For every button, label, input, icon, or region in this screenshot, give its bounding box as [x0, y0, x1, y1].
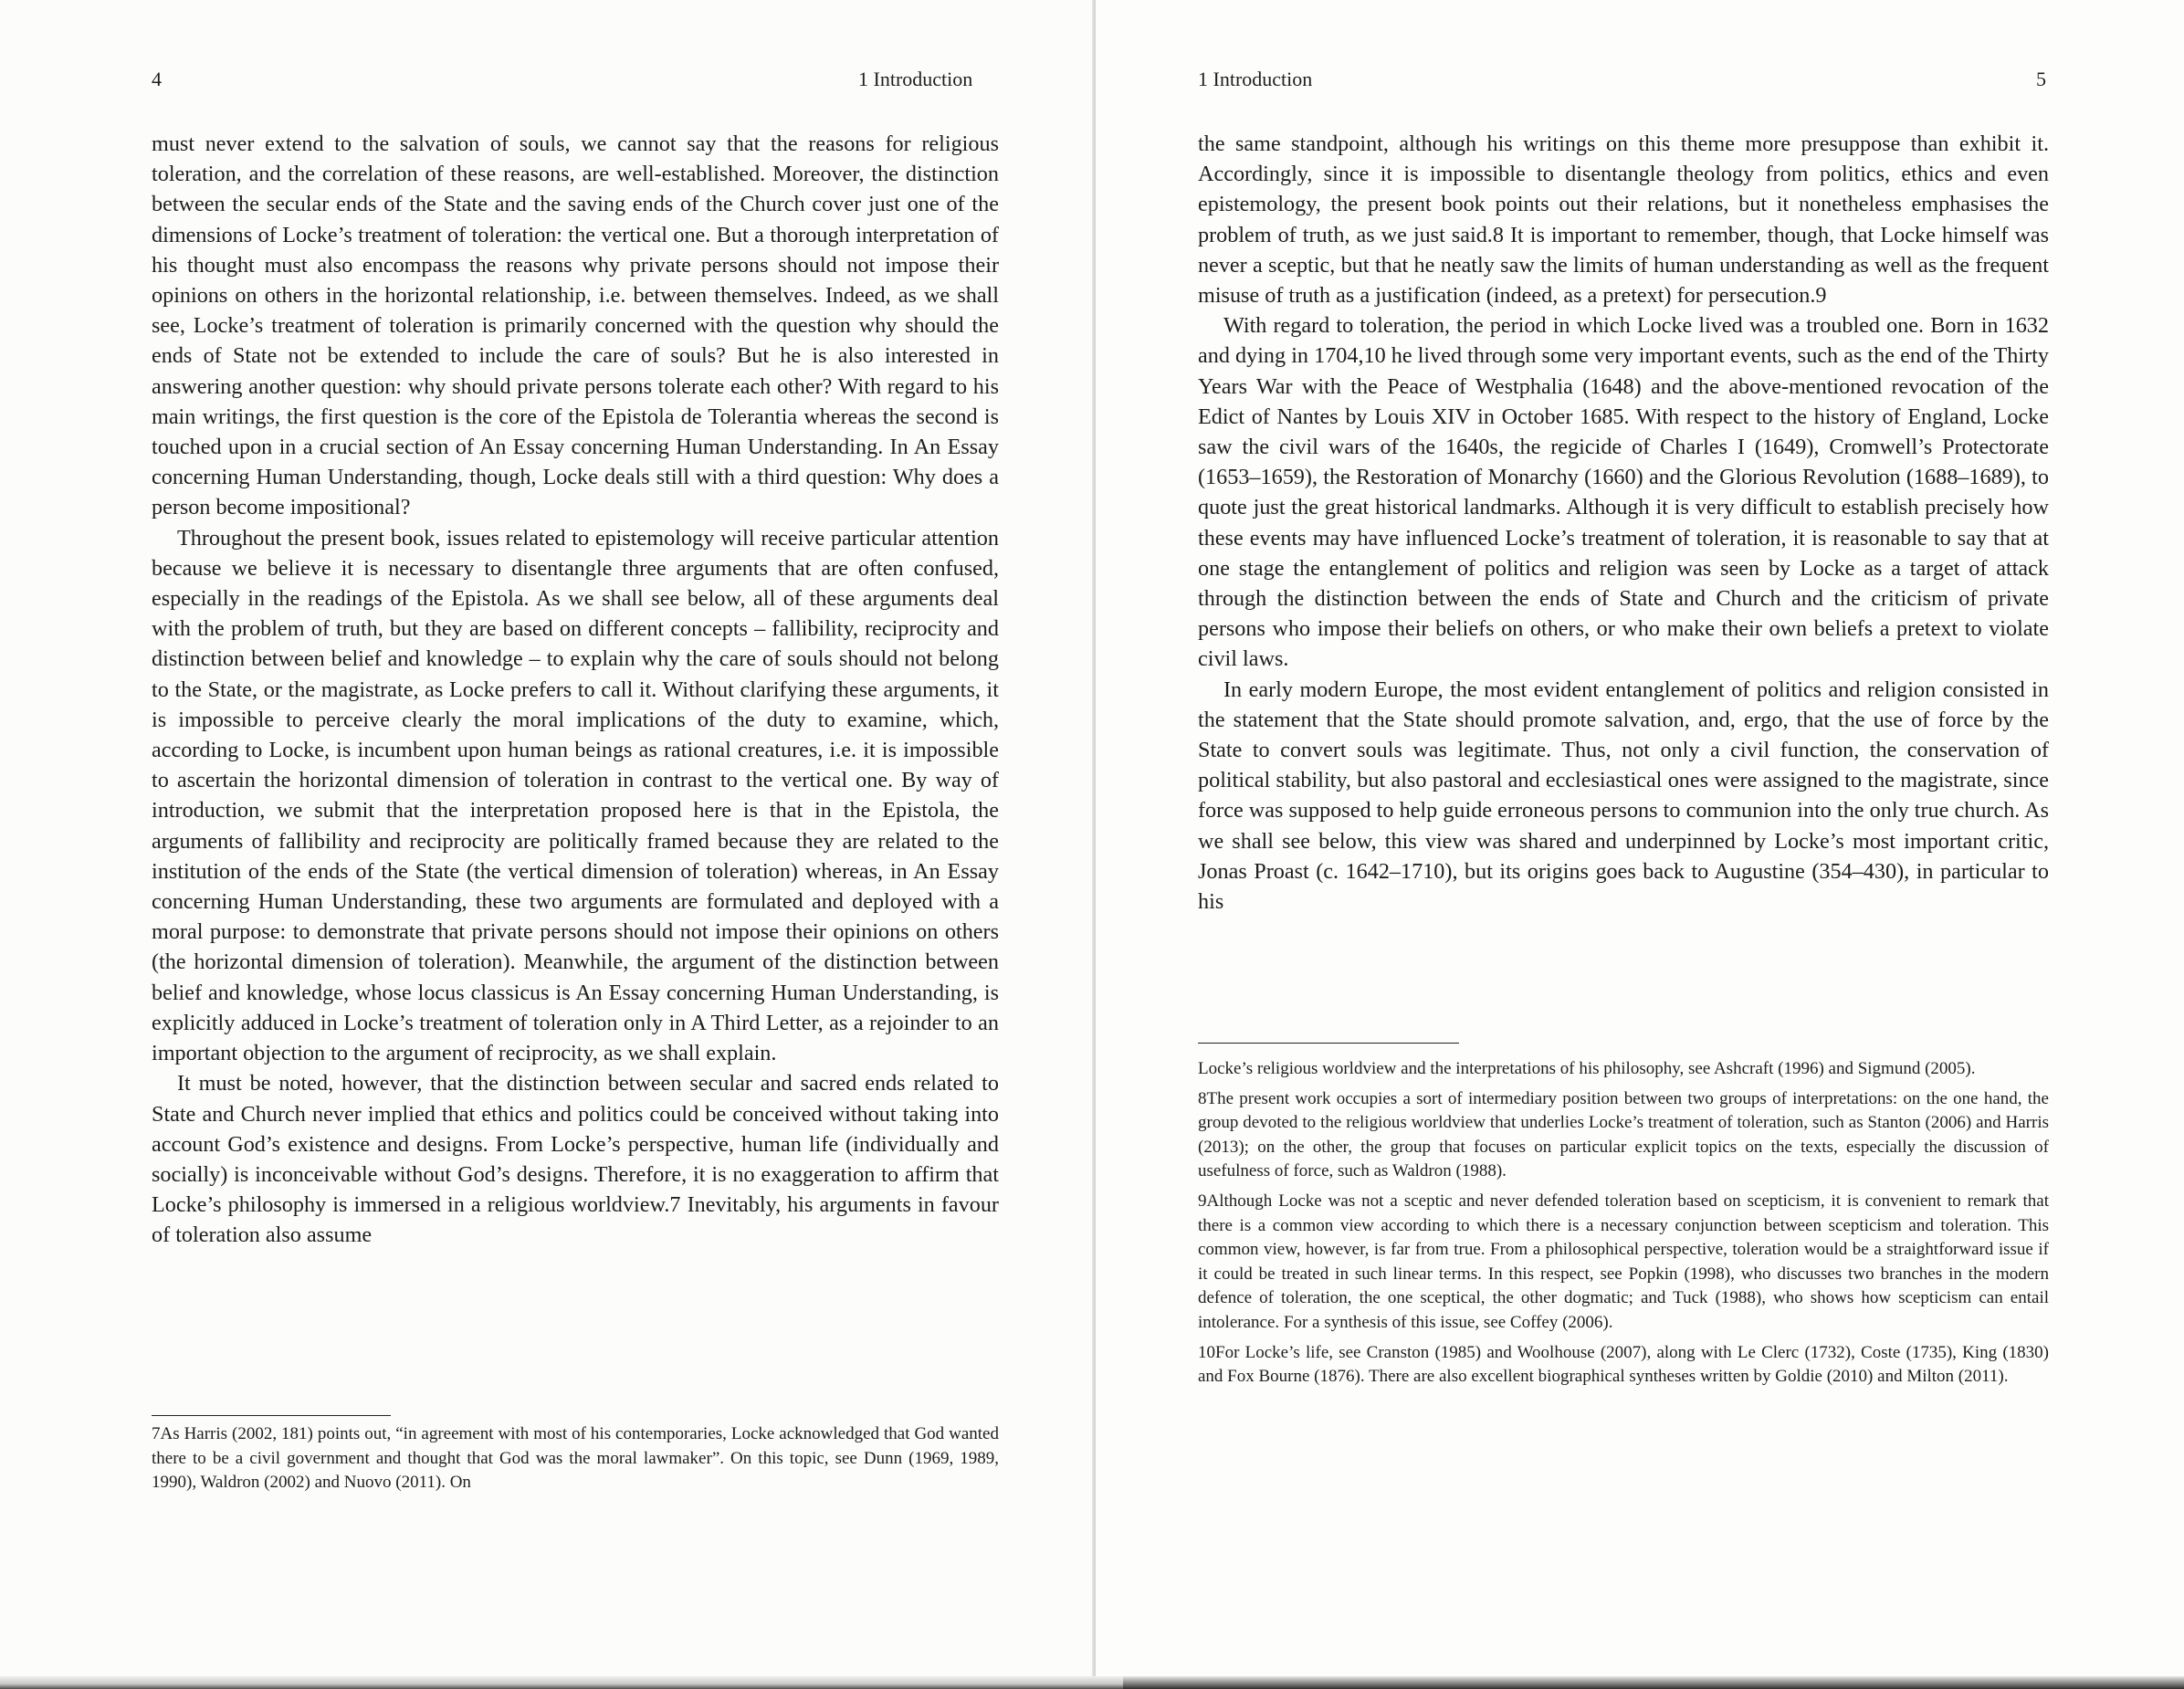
page-number-left: 4: [152, 68, 162, 90]
footnote-8: 8The present work occupies a sort of intermediary position between two groups of interpretations: on the one hand, the group devoted to the religious worldview that underlies Locke’s treatment of toleration, such as Stanton (2006) and Harris (2013); on the other, the group that focuses on particular explicit topics on the texts, especially the discussion of usefulness of force, such as Waldron (1988).: [1198, 1088, 2049, 1181]
left-footnotes: [152, 1422, 999, 1495]
footnote-7: 7As Harris (2002, 181) points out, “in agreement with most of his contemporaries, Locke acknowledged that God wanted there to be a civil government and thought that God was the moral lawmaker”. On this topic, see Dunn (1969, 1989, 1990), Waldron (2002) and Nuovo (2011). On: [152, 1424, 999, 1493]
paragraph: must never extend to the salvation of souls, we cannot say that the reasons for religious toleration, and the correlation of these reasons, are well-established. Moreover, the distinction between the secular ends of the State and the saving ends of the Church cover just one of the dimensions of Locke’s treatment of toleration: the vertical one. But a thorough interpretation of his thought must also encompass the reasons why private persons should not impose their opinions on others in the horizontal relationship, i.e. between themselves. Indeed, as we shall see, Locke’s treatment of toleration is primarily concerned with the question why should the ends of State not be extended to include the care of souls? But he is also interested in answering another question: why should private persons tolerate each other? With regard to his main writings, the first question is the core of the Epistola de Tolerantia whereas the second is touched upon in a crucial section of An Essay concerning Human Understanding. In An Essay concerning Human Understanding, though, Locke deals still with a third question: Why does a person become impositional?: [152, 131, 999, 520]
paragraph: In early modern Europe, the most evident entanglement of politics and religion consisted in the statement that the State should promote salvation, and, ergo, that the use of force by the State to convert souls was legitimate. Thus, not only a civil function, the conservation of political stability, but also pastoral and ecclesiastical ones were assigned to the magistrate, since force was supposed to help guide erroneous persons to communion into the only true church. As we shall see below, this view was shared and underpinned by Locke’s most important critic, Jonas Proast (c. 1642–1710), but its origins goes back to Augustine (354–430), in particular to his: [1198, 677, 2049, 915]
paragraph: It must be noted, however, that the distinction between secular and sacred ends related to State and Church never implied that ethics and politics could be conceived without taking into account God’s existence and designs. From Locke’s perspective, human life (individually and socially) is inconceivable without God’s designs. Therefore, it is no exaggeration to affirm that Locke’s philosophy is immersed in a religious worldview.7 Inevitably, his arguments in favour of toleration also assume: [152, 1071, 999, 1248]
footnote-rule: [1198, 1043, 1459, 1044]
running-head-left: 1 Introduction: [858, 68, 973, 90]
paragraph: the same standpoint, although his writings on this theme more presuppose than exhibit it. Accordingly, since it is impossible to disentangle theology from politics, ethics and even epistemology, the present book points out their relations, but it nonetheless emphasises the problem of truth, as we just said.8 It is important to remember, though, that Locke himself was never a sceptic, but that he neatly saw the limits of human understanding as well as the frequent misuse of truth as a justification (indeed, as a pretext) for persecution.9: [1198, 131, 2049, 309]
footnote-9: 9Although Locke was not a sceptic and never defended toleration based on scepticism, it is convenient to remark that there is a common view according to which there is a necessary conjunction between scepticism and toleration. This common view, however, is far from true. From a philosophical perspective, toleration would be a straightforward issue if it could be treated in such linear terms. In this respect, see Popkin (1998), who discusses two branches in the modern defence of toleration, the one sceptical, the other dogmatic; and Tuck (1988), who shows how scepticism can entail intolerance. For a synthesis of this issue, see Coffey (2006).: [1198, 1191, 2049, 1332]
footnote-10: 10For Locke’s life, see Cranston (1985) and Woolhouse (2007), along with Le Clerc (1732), Coste (1735), King (1830) and Fox Bourne (1876). There are also excellent biographical syntheses written by Goldie (2010) and Milton (2011).: [1198, 1342, 2049, 1387]
paragraph: With regard to toleration, the period in which Locke lived was a troubled one. Born in 1632 and dying in 1704,10 he lived through some very important events, such as the end of the Thirty Years War with the Peace of Westphalia (1648) and the above-mentioned revocation of the Edict of Nantes by Louis XIV in October 1685. With respect to the history of England, Locke saw the civil wars of the 1640s, the regicide of Charles I (1649), Cromwell’s Protectorate (1653–1659), the Restoration of Monarchy (1660) and the Glorious Revolution (1688–1689), to quote just the great historical landmarks. Although it is very difficult to establish precisely how these events may have influenced Locke’s treatment of toleration, it is reasonable to say that at one stage the entanglement of politics and religion was seen by Locke as a target of attack through the distinction between the ends of State and Church and the criticism of private persons who impose their beliefs on others, or who make their own beliefs a pretext to violate civil laws.: [1198, 313, 2049, 672]
running-head-right: 1 Introduction: [1198, 68, 1313, 90]
page-bottom-edge-right: [1123, 1676, 2184, 1689]
page-number-right: 5: [2036, 68, 2046, 90]
right-body-text: [1198, 129, 2049, 917]
right-footnotes: [1198, 1057, 2049, 1390]
left-body-text: [152, 129, 999, 1251]
footnote-rule: [152, 1415, 391, 1416]
right-page: [1096, 0, 2184, 1689]
footnote-7-continued: Locke’s religious worldview and the interpretations of his philosophy, see Ashcraft (1996) and Sigmund (2005).: [1198, 1059, 1976, 1078]
paragraph: Throughout the present book, issues related to epistemology will receive particular attention because we believe it is necessary to disentangle three arguments that are often confused, especially in the readings of the Epistola. As we shall see below, all of these arguments deal with the problem of truth, but they are based on different concepts – fallibility, reciprocity and distinction between belief and knowledge – to explain why the care of souls should not belong to the State, or the magistrate, as Locke prefers to call it. Without clarifying these arguments, it is impossible to perceive clearly the moral implications of the duty to examine, which, according to Locke, is incumbent upon human beings as rational creatures, i.e. it is impossible to ascertain the horizontal dimension of toleration in contrast to the vertical one. By way of introduction, we submit that the interpretation proposed here is that in the Epistola, the arguments of fallibility and reciprocity are politically framed because they are related to the institution of the ends of the State (the vertical dimension of toleration) whereas, in An Essay concerning Human Understanding, these two arguments are formulated and deployed with a moral purpose: to demonstrate that private persons should not impose their opinions on others (the horizontal dimension of toleration). Meanwhile, the argument of the distinction between belief and knowledge, whose locus classicus is An Essay concerning Human Understanding, is explicitly adduced in Locke’s treatment of toleration only in A Third Letter, as a rejoinder to an important objection to the argument of reciprocity, as we shall explain.: [152, 525, 999, 1066]
